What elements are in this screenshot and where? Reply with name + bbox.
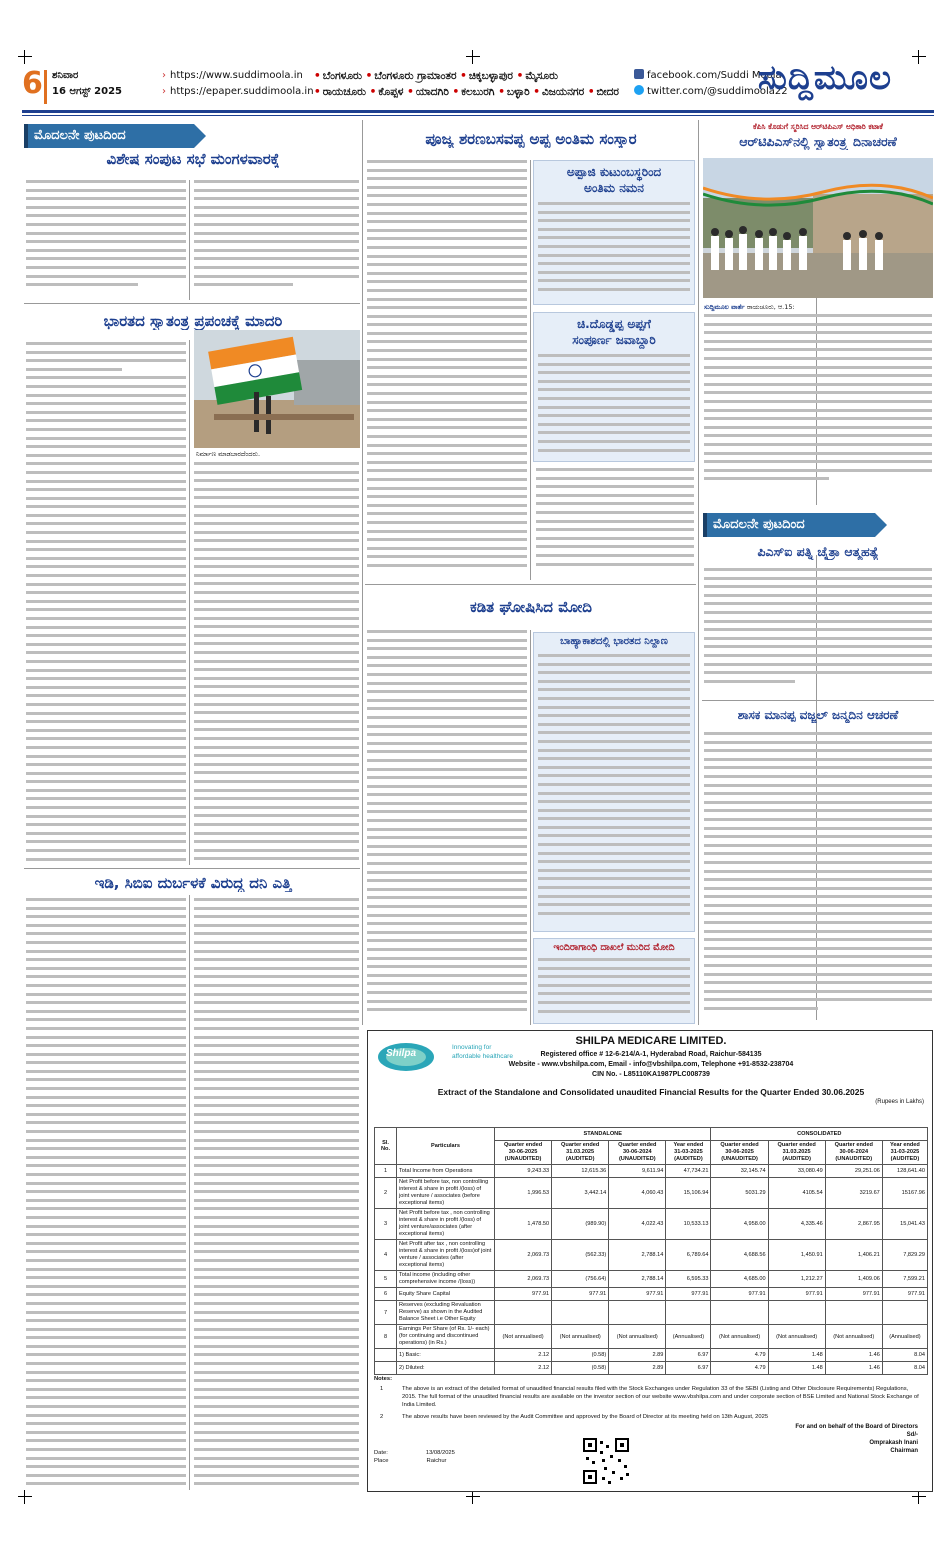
row-number: 5	[375, 1271, 397, 1288]
column-divider	[530, 160, 531, 580]
twitter-icon	[634, 85, 644, 95]
row-value: 977.91	[552, 1288, 609, 1301]
row-value: 977.91	[711, 1288, 768, 1301]
masthead-logo: ಸುದ್ದಿಮೂಲ	[758, 58, 892, 98]
row-value: (Not annualised)	[768, 1325, 825, 1349]
period-col-6: Quarter ended 31.03.2025 (AUDITED)	[768, 1141, 825, 1165]
shilpa-logo-text: Shilpa	[386, 1048, 417, 1059]
financial-results-table	[374, 1127, 928, 1375]
row-value: 9,611.94	[609, 1165, 666, 1178]
twitter-link[interactable]: twitter.com/@suddimoola22	[647, 86, 788, 97]
day: ಶನಿವಾರ	[52, 70, 79, 81]
article-text	[704, 314, 932, 500]
date-block	[52, 68, 122, 100]
article-text	[367, 160, 527, 580]
group-standalone: STANDALONE	[495, 1128, 711, 1141]
article-text	[194, 898, 359, 1490]
row-value: 2,069.73	[495, 1240, 552, 1271]
city: ಚಿಕ್ಕಬಳ್ಳಾಪುರ	[468, 70, 513, 82]
row-value: 2.89	[609, 1349, 666, 1362]
flag-photo-art	[194, 330, 360, 448]
row-value: 977.91	[882, 1288, 927, 1301]
row-value: 6.97	[666, 1349, 711, 1362]
qr-code-icon	[582, 1437, 630, 1485]
row-value: 1,212.27	[768, 1271, 825, 1288]
story-divider	[24, 868, 360, 869]
page-number: 6	[22, 66, 43, 101]
row-value: (0.58)	[552, 1362, 609, 1375]
company-cin: CIN No. - L85110KA1987PLC008739	[592, 1071, 710, 1078]
row-value: (Annualised)	[882, 1325, 927, 1349]
row-value: (Not annualised)	[552, 1325, 609, 1349]
table-row	[375, 1362, 928, 1375]
rtps-photo-dateline: ಸುದ್ದಿಮೂಲ ವಾರ್ತೆ ರಾಯಚೂರು, ಆ.15:	[704, 303, 795, 311]
headline-psi-wife: ಪಿಎಸ್‌ಐ ಪತ್ನಿ ಚೈತ್ರಾ ಆತ್ಮಹತ್ಯೆ	[757, 544, 879, 559]
kicker-rtps: ಕೆಪಿಸಿ ಕೊಡುಗೆ ಸ್ಮರಿಸಿದ ಆರ್‌ಟಿಪಿಎಸ್ ಅಧಿಕಾರಿ ಕಟಾಕೆ	[753, 122, 883, 131]
row-label: Reserves (excluding Revaluation Reserve) as shown in the Audited Balance Sheet i.e Other Equity	[397, 1301, 495, 1325]
headline-final-rites: ಪೂಜ್ಯ ಶರಣಬಸವಪ್ಪ ಅಪ್ಪ ಅಂತಿಮ ಸಂಸ್ಕಾರ	[425, 130, 637, 148]
row-value: 4,685.00	[711, 1271, 768, 1288]
story-divider	[702, 700, 934, 701]
article-text	[704, 732, 932, 1022]
page-header	[22, 58, 934, 108]
city: ಕಲಬುರಗಿ	[461, 86, 495, 98]
article-text	[538, 202, 690, 302]
row-value: 2.12	[495, 1349, 552, 1362]
column-divider	[698, 120, 699, 1025]
article-text	[194, 462, 359, 864]
table-row	[375, 1209, 928, 1240]
row-value: 15,106.94	[666, 1178, 711, 1209]
row-number	[375, 1362, 397, 1375]
table-row	[375, 1240, 928, 1271]
row-number: 7	[375, 1301, 397, 1325]
column-divider	[189, 895, 190, 1490]
row-label: Equity Share Capital	[397, 1288, 495, 1301]
row-value: 8.04	[882, 1349, 927, 1362]
row-label: 2) Diluted:	[397, 1362, 495, 1375]
column-divider	[189, 340, 190, 865]
registration-mark	[466, 1490, 480, 1504]
city: ಕೊಪ್ಪಳ	[378, 86, 404, 98]
row-value	[711, 1301, 768, 1325]
row-value: 7,599.21	[882, 1271, 927, 1288]
row-value: 3,442.14	[552, 1178, 609, 1209]
row-value: (0.58)	[552, 1349, 609, 1362]
city: ಬೆಂಗಳೂರು ಗ್ರಾಮಾಂತರ	[374, 70, 457, 82]
row-value: 1.46	[825, 1349, 882, 1362]
row-value	[882, 1301, 927, 1325]
row-value: (Not annualised)	[609, 1325, 666, 1349]
row-value: 29,251.06	[825, 1165, 882, 1178]
article-text	[538, 654, 690, 928]
headline-ed-cbi: ಇಡಿ, ಸಿಬಿಐ ದುರ್ಬಳಕೆ ವಿರುದ್ಧ ದನಿ ಎತ್ತಿ	[94, 874, 292, 892]
header-rule-thin	[22, 115, 934, 116]
registration-mark	[18, 1490, 32, 1504]
row-value: 128,641.40	[882, 1165, 927, 1178]
row-label: Net Profit before tax , non controlling interest & share in profit /(loss) of joint venture/associates (after exceptional items)	[397, 1209, 495, 1240]
financial-rows	[375, 1165, 928, 1375]
section-label-right: ಮೊದಲನೇ ಪುಟದಿಂದ	[703, 513, 875, 537]
row-value: 1,478.50	[495, 1209, 552, 1240]
city: ಯಾದಗಿರಿ	[415, 86, 449, 98]
company-name: SHILPA MEDICARE LIMITED.	[575, 1035, 727, 1047]
table-row	[375, 1325, 928, 1349]
period-col-3: Quarter ended 30-06-2024 (UNAUDITED)	[609, 1141, 666, 1165]
row-value: 33,080.49	[768, 1165, 825, 1178]
row-value: 977.91	[768, 1288, 825, 1301]
date-place: Date: 13/08/2025 Place Raichur	[374, 1450, 455, 1464]
row-value: 1,406.21	[825, 1240, 882, 1271]
table-row	[375, 1178, 928, 1209]
row-value	[825, 1301, 882, 1325]
headline-independence-model: ಭಾರತದ ಸ್ವಾತಂತ್ರ ಪ್ರಪಂಚಕ್ಕೆ ಮಾದರಿ	[103, 312, 283, 330]
registration-mark	[912, 1490, 926, 1504]
row-value: 4,060.43	[609, 1178, 666, 1209]
row-value: 1.48	[768, 1349, 825, 1362]
period-col-5: Quarter ended 30-06-2025 (UNAUDITED)	[711, 1141, 768, 1165]
story-divider	[365, 584, 696, 585]
row-value: 4.79	[711, 1362, 768, 1375]
signature-block: For and on behalf of the Board of Directors Sd/- Omprakash Inani Chairman	[795, 1424, 918, 1454]
row-label: Total Income from Operations	[397, 1165, 495, 1178]
row-label: Net Profit before tax, non controlling interest & share in profit /(loss) of joint venture / associates (before exceptional items)	[397, 1178, 495, 1209]
row-value: 7,829.29	[882, 1240, 927, 1271]
row-label: Total income (including other comprehensive income /(loss))	[397, 1271, 495, 1288]
article-text	[194, 180, 359, 298]
article-text	[26, 898, 186, 1490]
web-links	[162, 68, 314, 100]
row-value: 5031.29	[711, 1178, 768, 1209]
row-value: (Annualised)	[666, 1325, 711, 1349]
row-value: (Not annualised)	[495, 1325, 552, 1349]
row-value	[666, 1301, 711, 1325]
box-responsibility-title: ಚಿ.ದೊಡ್ಡಪ್ಪ ಅಪ್ಪಗೆ ಸಂಪೂರ್ಣ ಜವಾಬ್ದಾರಿ	[572, 317, 656, 347]
city: ಮೈಸೂರು	[525, 70, 558, 82]
row-value: 15,041.43	[882, 1209, 927, 1240]
note-1: 1 The above is an extract of the detailed format of unaudited financial results filed with the Stock Exchanges under Regulation 33 of the SEBI (Listing and Other Disclosure Requirements) Regulations, 2015. The full format of the unaudited financial results are available on the investor section of our website www.vbshilpa.com and under corporate section of BSE Limited and National Stock Exchange of India Limited.	[380, 1386, 919, 1408]
row-value: 4.79	[711, 1349, 768, 1362]
row-number: 8	[375, 1325, 397, 1349]
epaper-link[interactable]: https://epaper.suddimoola.in	[170, 86, 314, 97]
row-number: 2	[375, 1178, 397, 1209]
headline-modi-cut: ಕಡಿತ ಘೋಷಿಸಿದ ಮೋದಿ	[469, 598, 592, 616]
rupees-note: (Rupees in Lakhs)	[875, 1099, 924, 1105]
row-value: 4,958.00	[711, 1209, 768, 1240]
row-value: 977.91	[666, 1288, 711, 1301]
headline-rtps-independence: ಆರ್‌ಟಿಪಿಎಸ್‌ನಲ್ಲಿ ಸ್ವಾತಂತ್ರ್ಯ ದಿನಾಚರಣೆ	[739, 134, 897, 149]
city: ಬೆಂಗಳೂರು	[322, 70, 362, 82]
row-value: 2,069.73	[495, 1271, 552, 1288]
edition-cities: • ಬೆಂಗಳೂರು • ಬೆಂಗಳೂರು ಗ್ರಾಮಾಂತರ • ಚಿಕ್ಕಬಳ್ಳಾಪುರ • ಮೈಸೂರು • ರಾಯಚೂರು • ಕೊಪ್ಪಳ • ಯಾದಗಿರಿ • ಕಲಬುರಗಿ • ಬಳ್ಳಾರಿ • ವಿಜಯನಗರ • ಬೀದರ	[314, 70, 619, 98]
shilpa-financial-results-ad	[367, 1030, 933, 1492]
row-value: (Not annualised)	[711, 1325, 768, 1349]
period-col-2: Quarter ended 31.03.2025 (AUDITED)	[552, 1141, 609, 1165]
facebook-icon	[634, 69, 644, 79]
row-value	[495, 1301, 552, 1325]
story-divider	[24, 303, 360, 304]
row-value: 4,688.56	[711, 1240, 768, 1271]
table-row	[375, 1271, 928, 1288]
row-value: 1.48	[768, 1362, 825, 1375]
row-value: 3219.67	[825, 1178, 882, 1209]
photo-caption: ನಿರ್ಮಾಣ ಮಾಡಬಾರದೆಂದರು.	[196, 450, 261, 458]
city: ರಾಯಚೂರು	[322, 86, 366, 98]
headline-cabinet-meeting: ವಿಶೇಷ ಸಂಪುಟ ಸಭೆ ಮಂಗಳವಾರಕ್ಕೆ	[106, 150, 280, 168]
row-value: 977.91	[825, 1288, 882, 1301]
row-value: 2,788.14	[609, 1240, 666, 1271]
article-text	[538, 958, 690, 1020]
col-slno: Sl. No.	[375, 1128, 397, 1165]
row-value: 6,595.33	[666, 1271, 711, 1288]
row-label: 1) Basic:	[397, 1349, 495, 1362]
row-number: 3	[375, 1209, 397, 1240]
period-col-1: Quarter ended 30-06-2025 (UNAUDITED)	[495, 1141, 552, 1165]
row-value: (562.33)	[552, 1240, 609, 1271]
row-value: 1,450.91	[768, 1240, 825, 1271]
date: 16 ಆಗಸ್ಟ್ 2025	[52, 86, 122, 97]
facebook-link[interactable]: facebook.com/Suddi Moola	[647, 70, 782, 81]
row-value: 9,243.33	[495, 1165, 552, 1178]
row-value: 4105.54	[768, 1178, 825, 1209]
arrow-icon: ›	[162, 70, 166, 81]
arrow-icon: ›	[162, 86, 166, 97]
box-indira-record-title: ಇಂದಿರಾಗಾಂಧಿ ದಾಖಲೆ ಮುರಿದ ಮೋದಿ	[553, 942, 675, 953]
city: ಬೀದರ	[596, 86, 619, 98]
extract-title: Extract of the Standalone and Consolidated unaudited Financial Results for the Quarter Ended 30.06.2025	[437, 1087, 865, 1097]
row-value: 977.91	[609, 1288, 666, 1301]
shilpa-tagline: Innovating for affordable healthcare	[452, 1044, 513, 1060]
row-value	[609, 1301, 666, 1325]
table-row	[375, 1349, 928, 1362]
row-label: Earnings Per Share (of Rs. 1/- each)(for continuing and discontinued operations) (in Rs.)	[397, 1325, 495, 1349]
row-value: 6.97	[666, 1362, 711, 1375]
row-value: 1,409.06	[825, 1271, 882, 1288]
row-value: (989.90)	[552, 1209, 609, 1240]
city: ಬಳ್ಳಾರಿ	[506, 86, 530, 98]
row-value: 977.91	[495, 1288, 552, 1301]
table-row	[375, 1165, 928, 1178]
registered-office: Registered office # 12-6-214/A-1, Hyderabad Road, Raichur-584135	[540, 1051, 762, 1058]
website-link[interactable]: https://www.suddimoola.in	[170, 70, 303, 81]
flag-hoisting-photo	[194, 330, 360, 448]
row-value: 10,533.13	[666, 1209, 711, 1240]
page-number-bar	[44, 70, 47, 104]
row-value: 47,734.21	[666, 1165, 711, 1178]
period-col-7: Quarter ended 30-06-2024 (UNAUDITED)	[825, 1141, 882, 1165]
box-space-station-title: ಬಾಹ್ಯಾಕಾಶದಲ್ಲಿ ಭಾರತದ ನಿಲ್ದಾಣ	[560, 636, 668, 647]
table-row	[375, 1301, 928, 1325]
article-text	[536, 468, 694, 580]
article-text	[367, 630, 527, 1022]
section-label-left: ಮೊದಲನೇ ಪುಟದಿಂದ	[24, 124, 194, 148]
row-value: (Not annualised)	[825, 1325, 882, 1349]
row-number: 4	[375, 1240, 397, 1271]
rtps-photo-art	[703, 158, 933, 298]
column-divider	[362, 120, 363, 1025]
row-value: 2.12	[495, 1362, 552, 1375]
row-value: 15167.96	[882, 1178, 927, 1209]
col-particulars: Particulars	[397, 1128, 495, 1165]
article-text	[26, 180, 186, 298]
row-value: 2,788.14	[609, 1271, 666, 1288]
row-number: 1	[375, 1165, 397, 1178]
period-col-8: Year ended 31-03-2025 (AUDITED)	[882, 1141, 927, 1165]
row-value	[552, 1301, 609, 1325]
company-contact: Website - www.vbshilpa.com, Email - info@vbshilpa.com, Telephone +91-8532-238704	[508, 1061, 794, 1068]
header-rule	[22, 110, 934, 113]
city: ವಿಜಯನಗರ	[542, 86, 585, 98]
row-value: 2,867.95	[825, 1209, 882, 1240]
headline-mla-birthday: ಶಾಸಕ ಮಾನಪ್ಪ ವಜ್ಜಲ್ ಜನ್ಮದಿನ ಆಚರಣೆ	[737, 708, 899, 722]
row-value: (756.64)	[552, 1271, 609, 1288]
row-number	[375, 1349, 397, 1362]
table-row	[375, 1288, 928, 1301]
note-2: 2 The above results have been reviewed by the Audit Committee and approved by the Board of Director at its meeting held on 13th August, 2025	[380, 1414, 769, 1420]
period-col-4: Year ended 31-03-2025 (AUDITED)	[666, 1141, 711, 1165]
group-consolidated: CONSOLIDATED	[711, 1128, 928, 1141]
row-value: 8.04	[882, 1362, 927, 1375]
row-value: 1,996.53	[495, 1178, 552, 1209]
row-value: 6,789.64	[666, 1240, 711, 1271]
rtps-event-photo	[703, 158, 933, 298]
row-number: 6	[375, 1288, 397, 1301]
article-text	[26, 342, 186, 864]
notes-label: Notes:	[374, 1376, 393, 1382]
box-family-tribute-title: ಅಪ್ಪಾಜಿ ಕುಟುಂಬಸ್ಥರಿಂದ ಅಂತಿಮ ನಮನ	[566, 165, 662, 195]
column-divider	[189, 180, 190, 300]
row-label: Net Profit after tax , non controlling interest & share in profit /(loss)of joint venture / associates (after exceptional items)	[397, 1240, 495, 1271]
row-value: 2.89	[609, 1362, 666, 1375]
row-value: 32,145.74	[711, 1165, 768, 1178]
column-divider	[530, 630, 531, 1025]
row-value: 1.46	[825, 1362, 882, 1375]
article-text	[538, 354, 690, 458]
row-value	[768, 1301, 825, 1325]
row-value: 4,335.46	[768, 1209, 825, 1240]
article-text	[704, 568, 932, 696]
row-value: 12,615.36	[552, 1165, 609, 1178]
row-value: 4,022.43	[609, 1209, 666, 1240]
